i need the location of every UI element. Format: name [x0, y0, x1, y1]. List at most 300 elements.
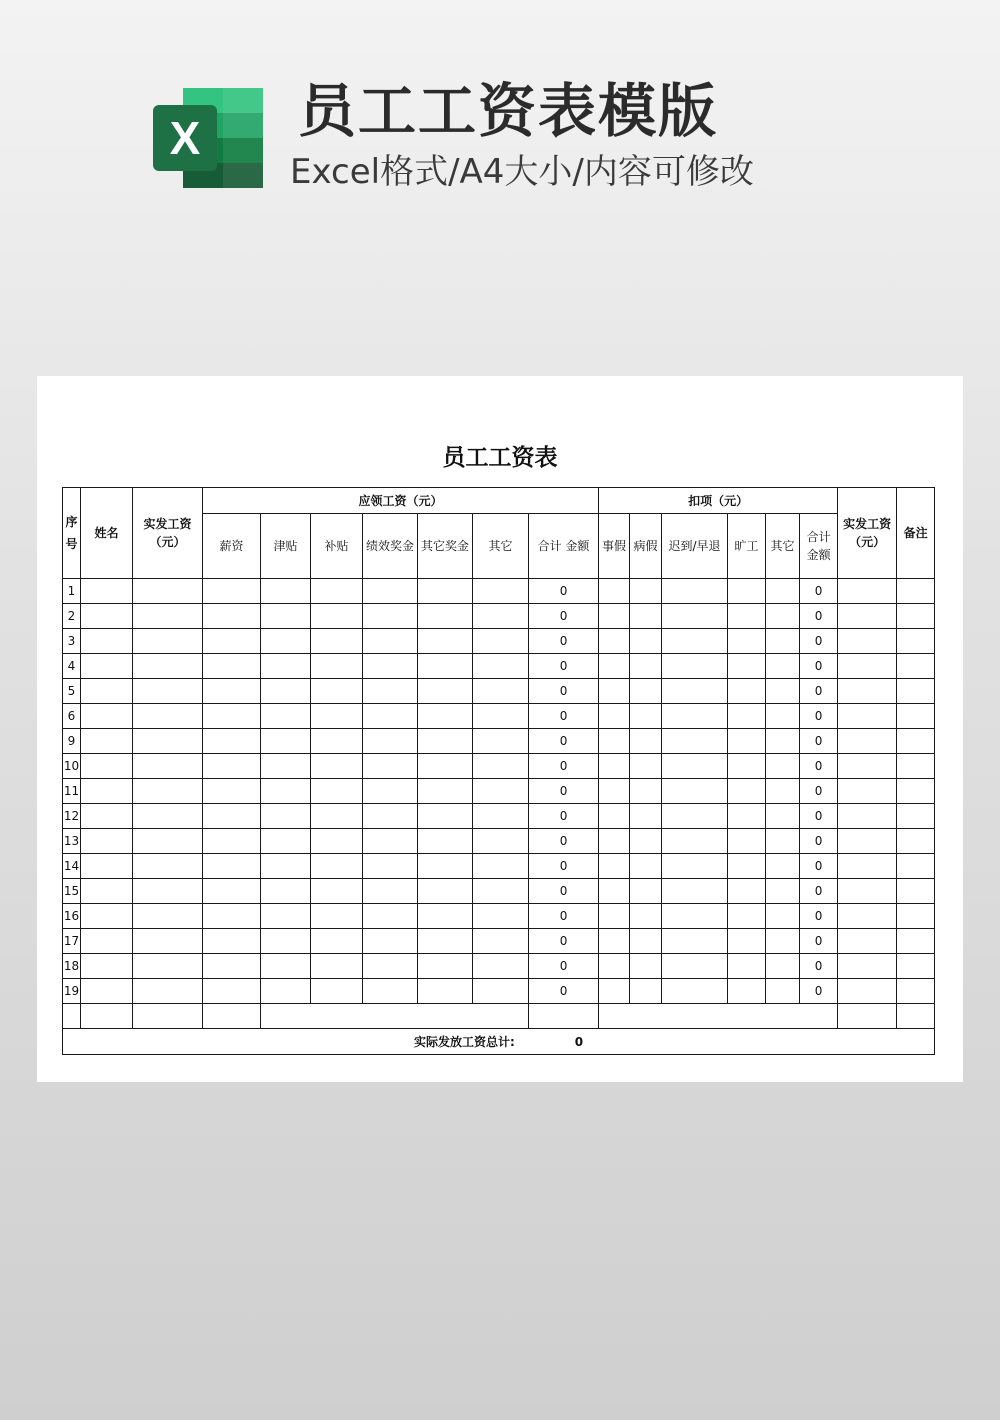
table-cell[interactable]	[81, 579, 133, 604]
table-cell[interactable]	[599, 679, 630, 704]
row-deduct-total-cell[interactable]: 0	[800, 804, 838, 829]
table-cell[interactable]	[728, 629, 766, 654]
table-cell[interactable]	[766, 879, 800, 904]
table-cell[interactable]	[473, 879, 529, 904]
table-cell[interactable]	[81, 904, 133, 929]
table-cell[interactable]	[133, 829, 203, 854]
table-cell[interactable]	[133, 679, 203, 704]
table-cell[interactable]	[363, 804, 418, 829]
row-earned-total-cell[interactable]: 0	[529, 754, 599, 779]
table-cell[interactable]	[897, 929, 935, 954]
table-cell[interactable]	[311, 729, 363, 754]
table-cell[interactable]	[662, 679, 728, 704]
table-cell[interactable]	[662, 904, 728, 929]
table-cell[interactable]	[261, 704, 311, 729]
table-cell[interactable]	[261, 729, 311, 754]
table-cell[interactable]	[418, 779, 473, 804]
table-cell[interactable]	[81, 654, 133, 679]
table-cell[interactable]	[630, 979, 662, 1004]
table-cell[interactable]	[897, 1004, 935, 1029]
table-cell[interactable]	[838, 829, 897, 854]
table-cell[interactable]	[766, 579, 800, 604]
table-cell[interactable]	[766, 929, 800, 954]
table-cell[interactable]	[418, 854, 473, 879]
table-cell[interactable]	[599, 929, 630, 954]
table-cell[interactable]	[897, 879, 935, 904]
table-cell[interactable]	[630, 879, 662, 904]
table-cell[interactable]	[599, 754, 630, 779]
table-cell[interactable]	[363, 629, 418, 654]
row-seq-cell[interactable]: 15	[63, 879, 81, 904]
row-deduct-total-cell[interactable]: 0	[800, 979, 838, 1004]
table-cell[interactable]	[133, 629, 203, 654]
table-cell[interactable]	[81, 979, 133, 1004]
row-deduct-total-cell[interactable]: 0	[800, 629, 838, 654]
table-cell[interactable]	[81, 929, 133, 954]
row-seq-cell[interactable]: 17	[63, 929, 81, 954]
table-cell[interactable]	[473, 604, 529, 629]
table-cell[interactable]	[261, 604, 311, 629]
table-cell[interactable]	[311, 954, 363, 979]
table-cell[interactable]	[203, 854, 261, 879]
table-cell[interactable]	[766, 729, 800, 754]
table-cell[interactable]	[766, 954, 800, 979]
table-cell[interactable]	[133, 779, 203, 804]
table-cell[interactable]	[81, 704, 133, 729]
row-seq-cell[interactable]: 19	[63, 979, 81, 1004]
table-cell[interactable]	[81, 829, 133, 854]
table-cell[interactable]	[133, 979, 203, 1004]
table-cell[interactable]	[728, 704, 766, 729]
table-cell[interactable]	[766, 854, 800, 879]
table-cell[interactable]	[599, 954, 630, 979]
table-cell[interactable]	[838, 579, 897, 604]
table-cell[interactable]	[473, 929, 529, 954]
table-cell[interactable]	[418, 704, 473, 729]
table-cell[interactable]	[728, 654, 766, 679]
table-cell[interactable]	[363, 979, 418, 1004]
table-cell[interactable]	[728, 879, 766, 904]
table-cell[interactable]	[766, 779, 800, 804]
table-cell[interactable]	[133, 904, 203, 929]
table-cell[interactable]	[311, 629, 363, 654]
table-cell[interactable]	[838, 929, 897, 954]
table-cell[interactable]	[766, 904, 800, 929]
table-cell[interactable]	[203, 579, 261, 604]
table-cell[interactable]	[766, 829, 800, 854]
table-cell[interactable]	[838, 804, 897, 829]
table-cell[interactable]	[133, 854, 203, 879]
table-cell[interactable]	[630, 654, 662, 679]
table-cell[interactable]	[838, 979, 897, 1004]
table-cell[interactable]	[363, 954, 418, 979]
table-cell[interactable]	[363, 879, 418, 904]
table-cell[interactable]	[897, 904, 935, 929]
row-earned-total-cell[interactable]: 0	[529, 804, 599, 829]
table-cell[interactable]	[311, 829, 363, 854]
table-cell[interactable]	[81, 854, 133, 879]
table-cell[interactable]	[473, 854, 529, 879]
table-cell[interactable]	[599, 729, 630, 754]
table-cell[interactable]	[363, 604, 418, 629]
table-cell[interactable]	[261, 854, 311, 879]
row-earned-total-cell[interactable]: 0	[529, 579, 599, 604]
table-cell[interactable]	[261, 804, 311, 829]
table-cell[interactable]	[311, 879, 363, 904]
table-cell[interactable]	[630, 679, 662, 704]
table-cell[interactable]	[81, 954, 133, 979]
table-cell[interactable]	[261, 654, 311, 679]
table-cell[interactable]	[662, 579, 728, 604]
row-earned-total-cell[interactable]: 0	[529, 979, 599, 1004]
table-cell[interactable]	[418, 729, 473, 754]
table-cell[interactable]	[473, 704, 529, 729]
table-cell[interactable]	[838, 1004, 897, 1029]
row-deduct-total-cell[interactable]: 0	[800, 879, 838, 904]
row-deduct-total-cell[interactable]: 0	[800, 929, 838, 954]
row-earned-total-cell[interactable]: 0	[529, 729, 599, 754]
table-cell[interactable]	[133, 954, 203, 979]
table-cell[interactable]	[81, 604, 133, 629]
table-cell[interactable]	[203, 754, 261, 779]
table-cell[interactable]	[473, 954, 529, 979]
table-cell[interactable]	[630, 954, 662, 979]
table-cell[interactable]	[473, 904, 529, 929]
table-cell[interactable]	[203, 779, 261, 804]
table-cell[interactable]	[418, 654, 473, 679]
table-cell[interactable]	[897, 604, 935, 629]
table-cell[interactable]	[363, 754, 418, 779]
table-cell[interactable]	[261, 779, 311, 804]
table-cell[interactable]	[261, 629, 311, 654]
table-cell[interactable]	[728, 854, 766, 879]
table-cell[interactable]	[311, 754, 363, 779]
table-cell[interactable]	[203, 604, 261, 629]
table-cell[interactable]	[662, 654, 728, 679]
table-cell[interactable]	[838, 654, 897, 679]
table-cell[interactable]	[473, 629, 529, 654]
table-cell[interactable]	[473, 829, 529, 854]
row-deduct-total-cell[interactable]: 0	[800, 754, 838, 779]
row-seq-cell[interactable]: 4	[63, 654, 81, 679]
table-cell[interactable]	[897, 979, 935, 1004]
table-cell[interactable]	[630, 604, 662, 629]
table-cell[interactable]	[133, 704, 203, 729]
row-seq-cell[interactable]: 18	[63, 954, 81, 979]
table-cell[interactable]	[418, 629, 473, 654]
table-cell[interactable]	[203, 979, 261, 1004]
table-cell[interactable]	[133, 604, 203, 629]
table-cell[interactable]	[203, 879, 261, 904]
table-cell[interactable]	[81, 754, 133, 779]
table-cell[interactable]	[311, 579, 363, 604]
table-cell[interactable]	[203, 629, 261, 654]
table-cell[interactable]	[838, 629, 897, 654]
table-cell[interactable]	[203, 729, 261, 754]
row-seq-cell[interactable]: 14	[63, 854, 81, 879]
table-cell[interactable]	[203, 954, 261, 979]
table-cell[interactable]	[311, 904, 363, 929]
table-cell[interactable]	[838, 779, 897, 804]
row-deduct-total-cell[interactable]: 0	[800, 904, 838, 929]
table-cell[interactable]	[897, 854, 935, 879]
table-cell[interactable]	[203, 679, 261, 704]
table-cell[interactable]	[728, 579, 766, 604]
table-cell[interactable]	[473, 654, 529, 679]
row-deduct-total-cell[interactable]: 0	[800, 729, 838, 754]
table-cell[interactable]	[766, 754, 800, 779]
table-cell[interactable]	[363, 779, 418, 804]
table-cell[interactable]	[418, 879, 473, 904]
table-cell[interactable]	[81, 804, 133, 829]
table-cell[interactable]	[728, 604, 766, 629]
row-earned-total-cell[interactable]: 0	[529, 904, 599, 929]
table-cell[interactable]	[897, 704, 935, 729]
table-cell[interactable]	[311, 979, 363, 1004]
row-deduct-total-cell[interactable]: 0	[800, 679, 838, 704]
table-cell[interactable]	[311, 929, 363, 954]
row-deduct-total-cell[interactable]: 0	[800, 779, 838, 804]
table-cell[interactable]	[311, 854, 363, 879]
table-cell[interactable]	[662, 629, 728, 654]
table-cell[interactable]	[133, 879, 203, 904]
row-seq-cell[interactable]: 6	[63, 704, 81, 729]
table-cell[interactable]	[599, 979, 630, 1004]
table-cell[interactable]	[203, 929, 261, 954]
table-cell[interactable]	[728, 829, 766, 854]
table-cell[interactable]	[630, 804, 662, 829]
row-seq-cell[interactable]: 11	[63, 779, 81, 804]
table-cell[interactable]	[81, 629, 133, 654]
table-cell[interactable]	[838, 854, 897, 879]
table-cell[interactable]	[363, 704, 418, 729]
table-cell[interactable]	[662, 929, 728, 954]
table-cell[interactable]	[728, 804, 766, 829]
table-cell[interactable]	[203, 829, 261, 854]
table-cell[interactable]	[311, 604, 363, 629]
table-cell[interactable]	[630, 754, 662, 779]
table-cell[interactable]	[766, 654, 800, 679]
table-cell[interactable]	[261, 879, 311, 904]
table-cell[interactable]	[311, 804, 363, 829]
table-cell[interactable]	[473, 729, 529, 754]
table-cell[interactable]	[662, 729, 728, 754]
table-cell[interactable]	[203, 704, 261, 729]
table-cell[interactable]	[599, 854, 630, 879]
row-seq-cell[interactable]: 10	[63, 754, 81, 779]
row-earned-total-cell[interactable]: 0	[529, 929, 599, 954]
row-earned-total-cell[interactable]: 0	[529, 879, 599, 904]
table-cell[interactable]	[766, 979, 800, 1004]
table-cell[interactable]	[766, 704, 800, 729]
table-cell[interactable]	[81, 1004, 133, 1029]
table-cell[interactable]	[599, 804, 630, 829]
row-seq-cell[interactable]: 16	[63, 904, 81, 929]
table-cell[interactable]	[133, 729, 203, 754]
table-cell[interactable]	[418, 579, 473, 604]
table-cell[interactable]	[418, 679, 473, 704]
table-cell[interactable]	[81, 879, 133, 904]
table-cell[interactable]	[363, 654, 418, 679]
table-cell[interactable]	[261, 579, 311, 604]
table-cell[interactable]	[599, 704, 630, 729]
table-cell[interactable]	[728, 904, 766, 929]
table-cell[interactable]	[418, 604, 473, 629]
table-cell[interactable]	[529, 1004, 599, 1029]
table-cell[interactable]	[261, 829, 311, 854]
table-cell[interactable]	[261, 954, 311, 979]
table-cell[interactable]	[728, 929, 766, 954]
table-cell[interactable]	[630, 854, 662, 879]
table-cell[interactable]	[311, 654, 363, 679]
table-cell[interactable]	[363, 929, 418, 954]
table-cell[interactable]	[662, 704, 728, 729]
table-cell[interactable]	[363, 679, 418, 704]
table-cell[interactable]	[311, 679, 363, 704]
table-cell[interactable]	[897, 729, 935, 754]
table-cell[interactable]	[897, 679, 935, 704]
table-cell[interactable]	[838, 729, 897, 754]
table-cell[interactable]	[473, 779, 529, 804]
table-cell[interactable]	[630, 929, 662, 954]
row-deduct-total-cell[interactable]: 0	[800, 854, 838, 879]
row-seq-cell[interactable]: 2	[63, 604, 81, 629]
table-cell[interactable]	[133, 804, 203, 829]
table-cell[interactable]	[897, 804, 935, 829]
row-earned-total-cell[interactable]: 0	[529, 829, 599, 854]
table-cell[interactable]	[838, 904, 897, 929]
table-cell[interactable]	[418, 954, 473, 979]
table-cell[interactable]	[599, 629, 630, 654]
table-cell[interactable]	[630, 829, 662, 854]
table-cell[interactable]	[728, 779, 766, 804]
table-cell[interactable]	[261, 904, 311, 929]
table-cell[interactable]	[662, 804, 728, 829]
table-cell[interactable]	[599, 829, 630, 854]
table-cell[interactable]	[662, 979, 728, 1004]
row-earned-total-cell[interactable]: 0	[529, 629, 599, 654]
row-deduct-total-cell[interactable]: 0	[800, 704, 838, 729]
table-cell[interactable]	[662, 954, 728, 979]
table-cell[interactable]	[418, 979, 473, 1004]
row-seq-cell[interactable]: 9	[63, 729, 81, 754]
table-cell[interactable]	[203, 904, 261, 929]
row-seq-cell[interactable]: 3	[63, 629, 81, 654]
table-cell[interactable]	[418, 804, 473, 829]
table-cell[interactable]	[473, 579, 529, 604]
table-cell[interactable]	[630, 779, 662, 804]
table-cell-merged[interactable]	[261, 1004, 529, 1029]
table-cell[interactable]	[630, 904, 662, 929]
table-cell[interactable]	[311, 704, 363, 729]
table-cell[interactable]	[203, 1004, 261, 1029]
table-cell[interactable]	[728, 954, 766, 979]
table-cell[interactable]	[838, 754, 897, 779]
table-cell[interactable]	[473, 754, 529, 779]
table-cell[interactable]	[838, 679, 897, 704]
row-deduct-total-cell[interactable]: 0	[800, 829, 838, 854]
row-seq-cell[interactable]: 5	[63, 679, 81, 704]
row-deduct-total-cell[interactable]: 0	[800, 954, 838, 979]
table-cell[interactable]	[473, 679, 529, 704]
table-cell[interactable]	[662, 604, 728, 629]
table-cell[interactable]	[363, 904, 418, 929]
row-seq-cell[interactable]: 13	[63, 829, 81, 854]
row-earned-total-cell[interactable]: 0	[529, 679, 599, 704]
table-cell[interactable]	[81, 729, 133, 754]
row-deduct-total-cell[interactable]: 0	[800, 654, 838, 679]
table-cell[interactable]	[81, 779, 133, 804]
table-cell[interactable]	[261, 929, 311, 954]
table-cell[interactable]	[261, 754, 311, 779]
row-earned-total-cell[interactable]: 0	[529, 604, 599, 629]
table-cell[interactable]	[203, 804, 261, 829]
table-cell[interactable]	[766, 804, 800, 829]
table-cell[interactable]	[363, 854, 418, 879]
table-cell[interactable]	[630, 729, 662, 754]
table-cell[interactable]	[662, 754, 728, 779]
table-cell[interactable]	[599, 904, 630, 929]
table-cell[interactable]	[133, 579, 203, 604]
table-cell[interactable]	[630, 704, 662, 729]
row-deduct-total-cell[interactable]: 0	[800, 604, 838, 629]
table-cell[interactable]	[662, 879, 728, 904]
table-cell[interactable]	[418, 754, 473, 779]
table-cell-merged[interactable]	[599, 1004, 838, 1029]
row-earned-total-cell[interactable]: 0	[529, 654, 599, 679]
table-cell[interactable]	[133, 654, 203, 679]
table-cell[interactable]	[838, 604, 897, 629]
table-cell[interactable]	[766, 679, 800, 704]
table-cell[interactable]	[473, 979, 529, 1004]
table-cell[interactable]	[599, 879, 630, 904]
table-cell[interactable]	[630, 579, 662, 604]
table-cell[interactable]	[203, 654, 261, 679]
row-earned-total-cell[interactable]: 0	[529, 779, 599, 804]
table-cell[interactable]	[728, 729, 766, 754]
table-cell[interactable]	[838, 954, 897, 979]
table-cell[interactable]	[728, 679, 766, 704]
table-cell[interactable]	[418, 904, 473, 929]
table-cell[interactable]	[766, 629, 800, 654]
row-earned-total-cell[interactable]: 0	[529, 854, 599, 879]
table-cell[interactable]	[81, 679, 133, 704]
table-cell[interactable]	[662, 854, 728, 879]
table-cell[interactable]	[261, 979, 311, 1004]
table-cell[interactable]	[630, 629, 662, 654]
table-cell[interactable]	[473, 804, 529, 829]
table-cell[interactable]	[662, 829, 728, 854]
table-cell[interactable]	[897, 829, 935, 854]
table-cell[interactable]	[599, 604, 630, 629]
table-cell[interactable]	[311, 779, 363, 804]
table-cell[interactable]	[261, 679, 311, 704]
table-cell[interactable]	[133, 1004, 203, 1029]
table-cell[interactable]	[662, 779, 728, 804]
table-cell[interactable]	[728, 754, 766, 779]
table-cell[interactable]	[838, 879, 897, 904]
table-cell[interactable]	[897, 629, 935, 654]
table-cell[interactable]	[897, 579, 935, 604]
row-seq-cell[interactable]: 1	[63, 579, 81, 604]
table-cell[interactable]	[897, 654, 935, 679]
table-cell[interactable]	[363, 579, 418, 604]
table-cell[interactable]	[599, 654, 630, 679]
table-cell[interactable]	[897, 779, 935, 804]
table-cell[interactable]	[766, 604, 800, 629]
row-earned-total-cell[interactable]: 0	[529, 954, 599, 979]
table-cell[interactable]	[133, 754, 203, 779]
